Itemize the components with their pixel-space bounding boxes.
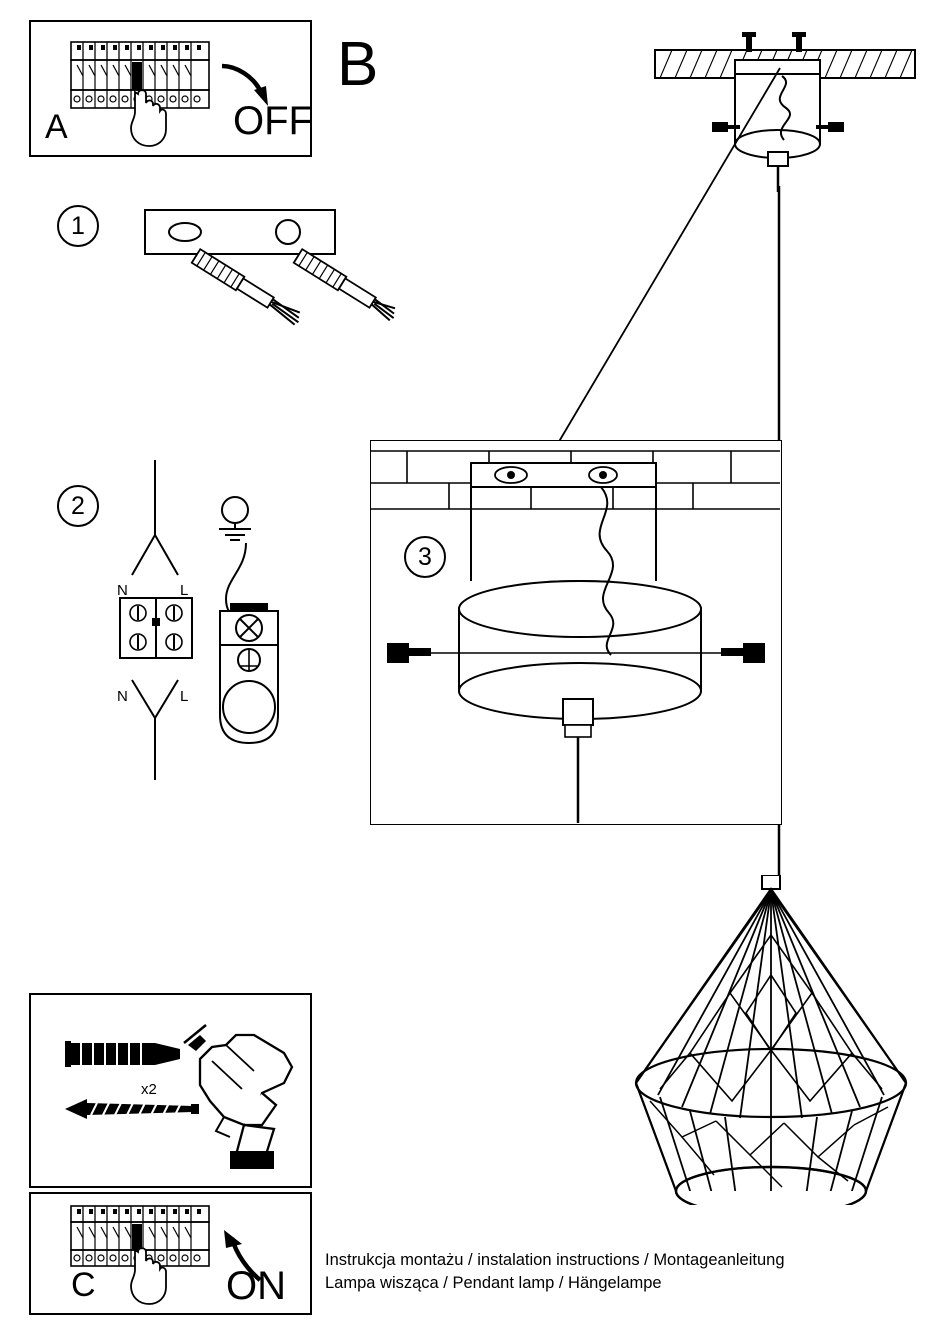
step-1-number [57, 205, 99, 247]
caption-line-1: Instrukcja montażu / instalation instructions / Montageanleitung [325, 1251, 785, 1269]
panel-b-letter: B [337, 30, 379, 99]
step-2-number [57, 485, 99, 527]
parts-quantity-label: x2 [141, 1081, 157, 1098]
panel-a [29, 20, 312, 157]
panel-parts [29, 993, 312, 1188]
fuse-box-icon [63, 36, 218, 156]
terminal-label-n-bottom: N [117, 688, 128, 705]
terminal-label-l-bottom: L [180, 688, 189, 705]
step-3-label: 3 [418, 542, 432, 571]
panel-c-letter: C [71, 1266, 96, 1304]
terminal-label-n-top: N [117, 582, 128, 599]
caption-line-2: Lampa wisząca / Pendant lamp / Hängelampe [325, 1274, 662, 1292]
geometric-wire-cage-shade-icon [620, 875, 920, 1205]
fuse-box-icon [63, 1200, 218, 1312]
leader-line-b-to-3 [548, 60, 788, 460]
step-1-label: 1 [71, 211, 85, 240]
hand-pointing-icon [131, 90, 166, 146]
step-2-label: 2 [71, 491, 85, 520]
panel-c [29, 1192, 312, 1315]
canopy-mounting-detail-icon [371, 441, 780, 823]
panel-c-power-label: ON [226, 1264, 286, 1308]
panel-a-letter: A [45, 108, 68, 146]
panel-a-power-label: OFF [233, 99, 313, 143]
lamp-holder-icon [200, 535, 310, 750]
power-drill-icon [166, 1005, 311, 1170]
hand-pointing-icon [131, 1248, 166, 1304]
panel-step-3 [370, 440, 782, 825]
mounting-bracket-with-dowels-icon [140, 200, 410, 380]
terminal-label-l-top: L [180, 582, 189, 599]
